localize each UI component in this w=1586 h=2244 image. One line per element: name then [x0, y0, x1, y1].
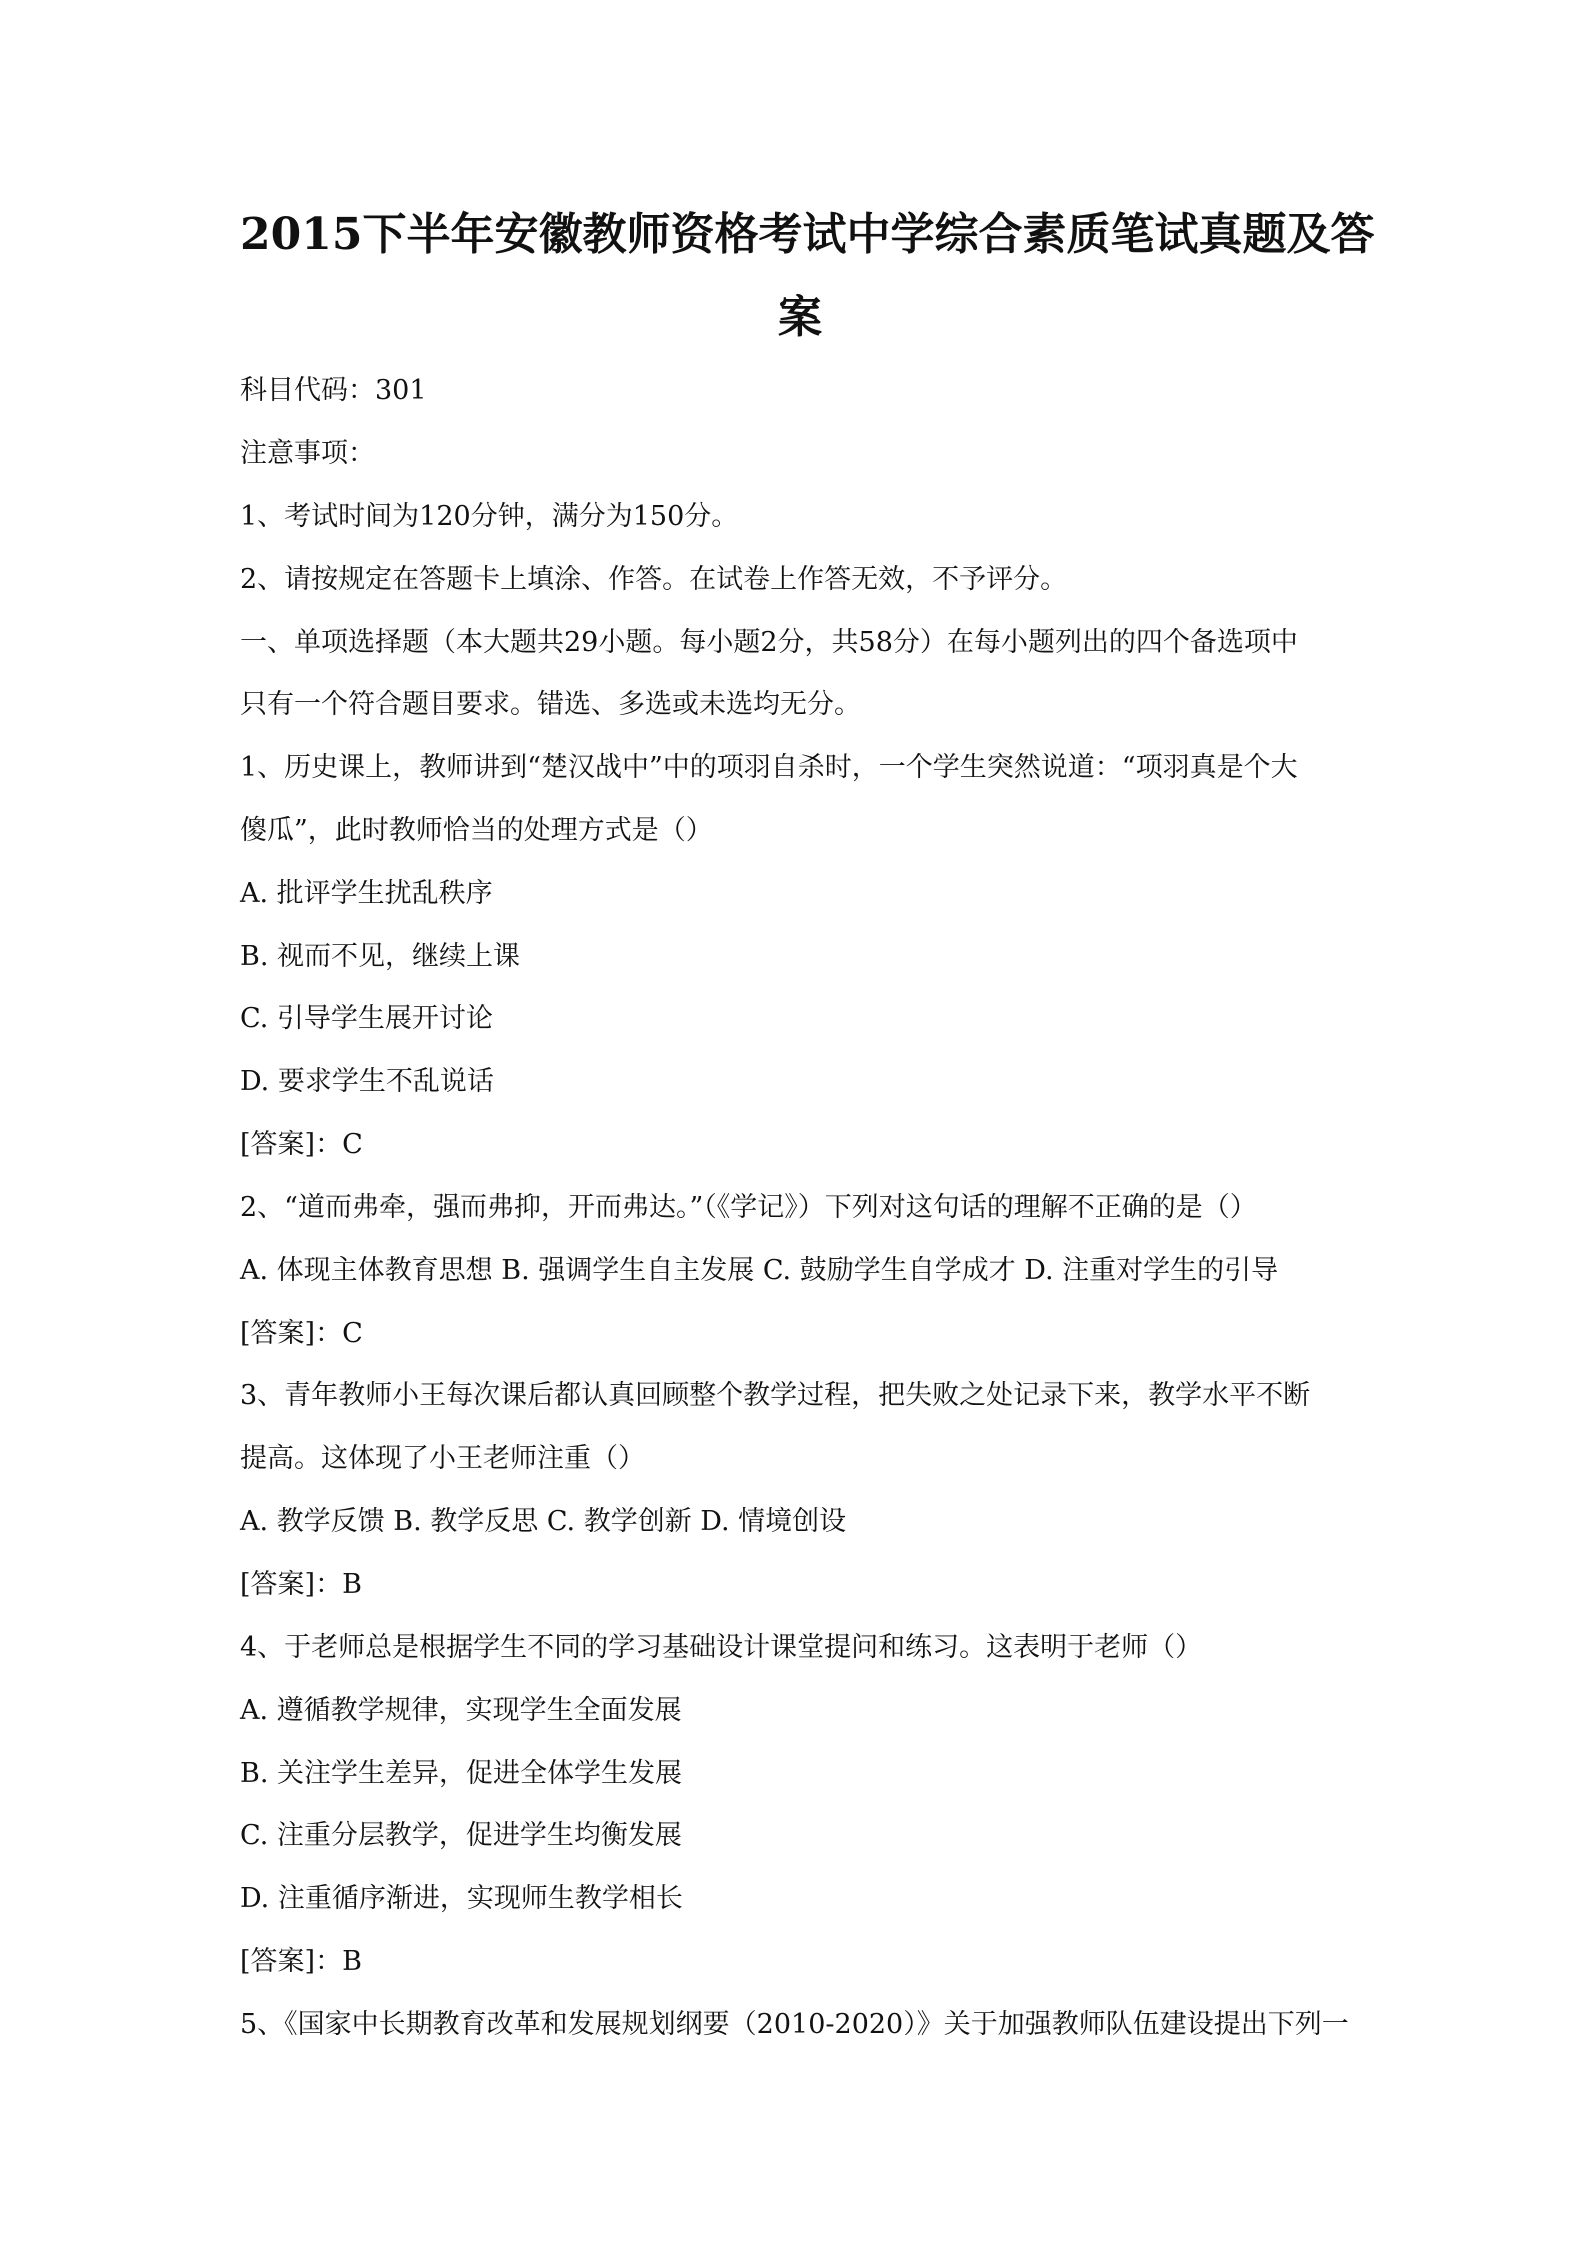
q3-answer: [答案]：B — [240, 1569, 362, 1600]
question-2: 2、“道而弗牵，强而弗抑，开而弗达。”（《学记》）下列对这句话的理解不正确的是（） — [240, 1192, 1257, 1223]
question-3: 3、青年教师小王每次课后都认真回顾整个教学过程，把失败之处记录下来，教学水平不断 — [240, 1380, 1311, 1411]
notice-item-1: 1、考试时间为120分钟，满分为150分。 — [240, 501, 739, 532]
document-title-line-1: 2015下半年安徽教师资格考试中学综合素质笔试真题及答 — [240, 209, 1375, 260]
question-5: 5、《国家中长期教育改革和发展规划纲要（2010-2020）》关于加强教师队伍建设提出下列一 — [240, 2009, 1349, 2040]
document-title-line-2: 案 — [778, 292, 822, 343]
notice-heading: 注意事项： — [240, 438, 375, 469]
q1-option-d: D. 要求学生不乱说话 — [240, 1066, 494, 1097]
q4-option-a: A. 遵循教学规律，实现学生全面发展 — [240, 1695, 682, 1726]
q4-option-d: D. 注重循序渐进，实现师生教学相长 — [240, 1883, 683, 1914]
q3-options: A. 教学反馈 B. 教学反思 C. 教学创新 D. 情境创设 — [240, 1506, 847, 1537]
subject-code: 科目代码：301 — [240, 375, 427, 406]
question-4: 4、于老师总是根据学生不同的学习基础设计课堂提问和练习。这表明于老师（） — [240, 1632, 1203, 1663]
q4-answer: [答案]：B — [240, 1946, 362, 1977]
q4-option-b: B. 关注学生差异，促进全体学生发展 — [240, 1758, 683, 1789]
q2-options: A. 体现主体教育思想 B. 强调学生自主发展 C. 鼓励学生自学成才 D. 注重对学生的引导 — [240, 1255, 1279, 1286]
q1-option-b: B. 视而不见，继续上课 — [240, 941, 521, 972]
q1-option-c: C. 引导学生展开讨论 — [240, 1003, 493, 1034]
notice-item-2: 2、请按规定在答题卡上填涂、作答。在试卷上作答无效，不予评分。 — [240, 564, 1068, 595]
question-1: 1、历史课上，教师讲到“楚汉战中”中的项羽自杀时，一个学生突然说道：“项羽真是个大 — [240, 752, 1298, 783]
question-1-cont: 傻瓜”，此时教师恰当的处理方式是（） — [240, 815, 713, 846]
section-heading-cont: 只有一个符合题目要求。错选、多选或未选均无分。 — [240, 689, 861, 720]
q1-answer: [答案]：C — [240, 1129, 363, 1160]
q2-answer: [答案]：C — [240, 1318, 363, 1349]
section-heading: 一、单项选择题（本大题共29小题。每小题2分，共58分）在每小题列出的四个备选项中 — [240, 627, 1298, 658]
q4-option-c: C. 注重分层教学，促进学生均衡发展 — [240, 1820, 682, 1851]
q1-option-a: A. 批评学生扰乱秩序 — [240, 878, 493, 909]
question-3-cont: 提高。这体现了小王老师注重（） — [240, 1443, 645, 1474]
